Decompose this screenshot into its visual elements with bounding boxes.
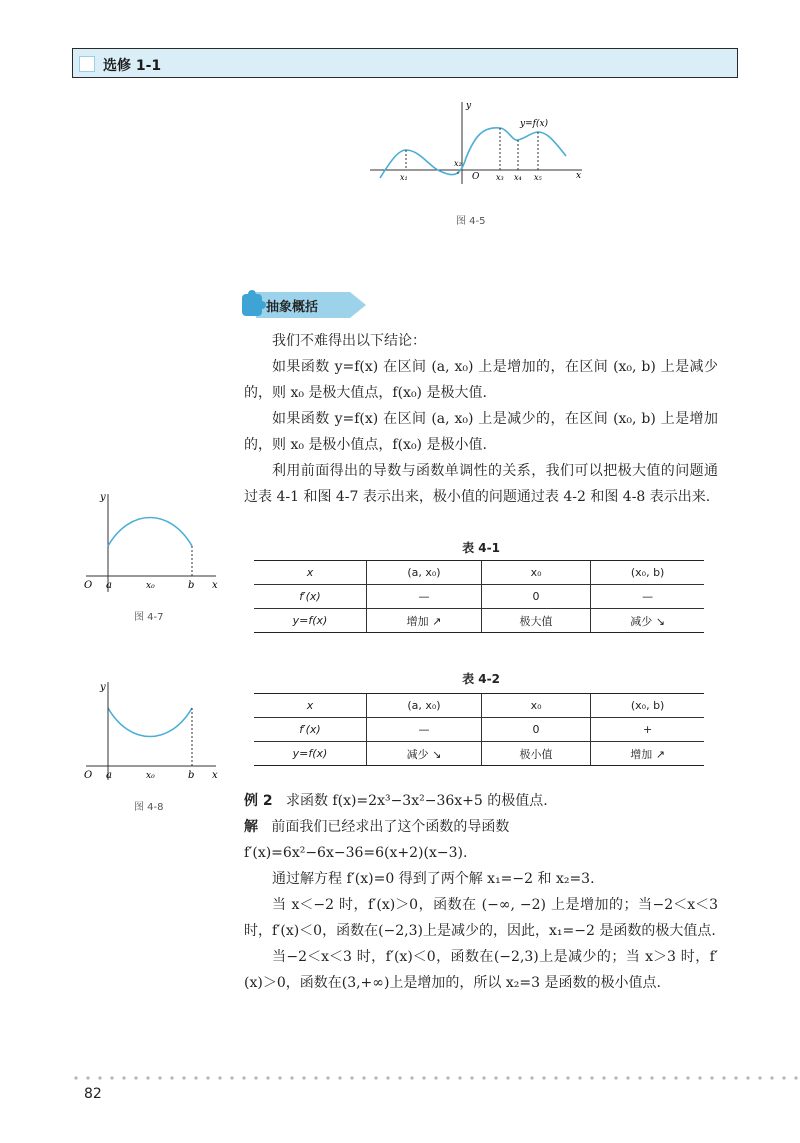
- table1-row: [254, 561, 704, 585]
- table2-cell: —: [367, 718, 482, 742]
- table1-row: [254, 585, 704, 609]
- table-4-1: [254, 560, 704, 633]
- fig45-label-x: x: [576, 171, 582, 181]
- table1-row: [254, 609, 704, 633]
- table1-cell: (x₀, b): [591, 561, 704, 585]
- table2-cell: (x₀, b): [591, 694, 704, 718]
- table1-cell: —: [591, 585, 704, 609]
- table2-title: 表 4-2: [462, 672, 500, 686]
- fig45-label-y: y: [466, 101, 472, 111]
- fig47-label-b: b: [188, 580, 195, 591]
- table1-cell: 0: [481, 585, 590, 609]
- page-number: 82: [84, 1086, 102, 1102]
- table2-cell: f′(x): [254, 718, 367, 742]
- fig47-label-x0: x₀: [146, 581, 155, 591]
- fig47-label-y: y: [100, 492, 106, 503]
- example-question: 求函数 f(x)=2x³−3x²−36x+5 的极值点.: [285, 793, 548, 809]
- table1-cell: 极大值: [481, 609, 590, 633]
- table2-cell: x: [254, 694, 367, 718]
- fig45-label-x2: x₂: [454, 159, 462, 168]
- fig45-label-x1: x₁: [400, 173, 408, 182]
- paragraph-min: 如果函数 y=f(x) 在区间 (a, x₀) 上是减少的，在区间 (x₀, b) 上是增加的，则 x₀ 是极小值点，f(x₀) 是极小值.: [244, 411, 718, 453]
- table-4-2: [254, 693, 704, 766]
- fig47-label-a: a: [106, 580, 112, 591]
- fig48-label-a: a: [106, 770, 112, 781]
- example-label: 例 2: [244, 793, 273, 809]
- table2-cell: 增加 ↗: [591, 742, 704, 766]
- example-2: [244, 788, 718, 996]
- table1-cell: (a, x₀): [367, 561, 482, 585]
- table2-cell: 减少 ↘: [367, 742, 482, 766]
- conclusion-text: [244, 328, 718, 510]
- derivative-equation: f′(x)=6x²−6x−36=6(x+2)(x−3).: [244, 845, 468, 861]
- footer-dots: [70, 1076, 800, 1080]
- table1-title: 表 4-1: [462, 541, 500, 555]
- solution-min-analysis: 当−2＜x＜3 时，f′(x)＜0，函数在(−2,3)上是减少的；当 x＞3 时，f′(x)＞0，函数在(3,+∞)上是增加的，所以 x₂=3 是函数的极小值点.: [244, 949, 718, 991]
- example-question-line: [244, 788, 718, 814]
- table2-row: [254, 718, 704, 742]
- header-bar: [72, 48, 738, 78]
- solution-max-analysis: 当 x＜−2 时，f′(x)＞0，函数在 (−∞, −2) 上是增加的；当−2＜x＜3时，f′(x)＜0，函数在(−2,3)上是减少的，因此，x₁=−2 是函数的极大值点.: [244, 897, 718, 939]
- curve-fig47: [108, 518, 192, 547]
- figure-4-5: [370, 98, 590, 186]
- badge-label: 抽象概括: [266, 300, 319, 315]
- table1-cell: f′(x): [254, 585, 367, 609]
- table2-cell: +: [591, 718, 704, 742]
- fig48-label-x0: x₀: [146, 771, 155, 781]
- header-marker: [79, 56, 95, 72]
- table2-cell: (a, x₀): [367, 694, 482, 718]
- fig45-label-x3: x₃: [496, 173, 504, 182]
- header-title: 选修 1-1: [103, 58, 162, 74]
- fig48-label-o: O: [84, 770, 93, 781]
- table2-cell: 极小值: [481, 742, 590, 766]
- table1-cell: x: [254, 561, 367, 585]
- figure-4-7: [80, 488, 220, 594]
- fig47-label-o: O: [84, 580, 93, 591]
- fig48-label-b: b: [188, 770, 195, 781]
- fig45-label-func: y=f(x): [520, 119, 549, 129]
- table2-cell: y=f(x): [254, 742, 367, 766]
- fig48-caption: 图 4-8: [134, 802, 164, 813]
- solution-intro: 前面我们已经求出了这个函数的导函数: [271, 819, 510, 835]
- figure-4-8: [80, 676, 220, 782]
- solution-label: 解: [244, 819, 258, 835]
- fig48-label-y: y: [100, 682, 106, 693]
- paragraph-max: 如果函数 y=f(x) 在区间 (a, x₀) 上是增加的，在区间 (x₀, b) 上是减少的，则 x₀ 是极大值点，f(x₀) 是极大值.: [244, 359, 718, 401]
- fig47-caption: 图 4-7: [134, 612, 164, 623]
- fig45-caption: 图 4-5: [456, 216, 486, 227]
- fig48-label-x: x: [212, 770, 218, 781]
- fig45-label-x5: x₅: [534, 173, 542, 182]
- table2-cell: x₀: [481, 694, 590, 718]
- table2-cell: 0: [481, 718, 590, 742]
- table2-row: [254, 694, 704, 718]
- fig47-label-x: x: [212, 580, 218, 591]
- curve-fig48: [108, 708, 192, 737]
- solution-roots: 通过解方程 f′(x)=0 得到了两个解 x₁=−2 和 x₂=3.: [272, 871, 595, 887]
- table1-cell: y=f(x): [254, 609, 367, 633]
- table2-row: [254, 742, 704, 766]
- fig45-label-x4: x₄: [514, 173, 522, 182]
- table1-cell: x₀: [481, 561, 590, 585]
- table1-cell: 增加 ↗: [367, 609, 482, 633]
- table1-cell: —: [367, 585, 482, 609]
- paragraph-intro: 我们不难得出以下结论：: [272, 333, 426, 349]
- solution-line: [244, 814, 718, 840]
- paragraph-table-ref: 利用前面得出的导数与函数单调性的关系，我们可以把极大值的问题通过表 4-1 和图 4-7 表示出来，极小值的问题通过表 4-2 和图 4-8 表示出来.: [244, 463, 718, 505]
- table1-cell: 减少 ↘: [591, 609, 704, 633]
- fig45-label-origin: O: [472, 172, 480, 182]
